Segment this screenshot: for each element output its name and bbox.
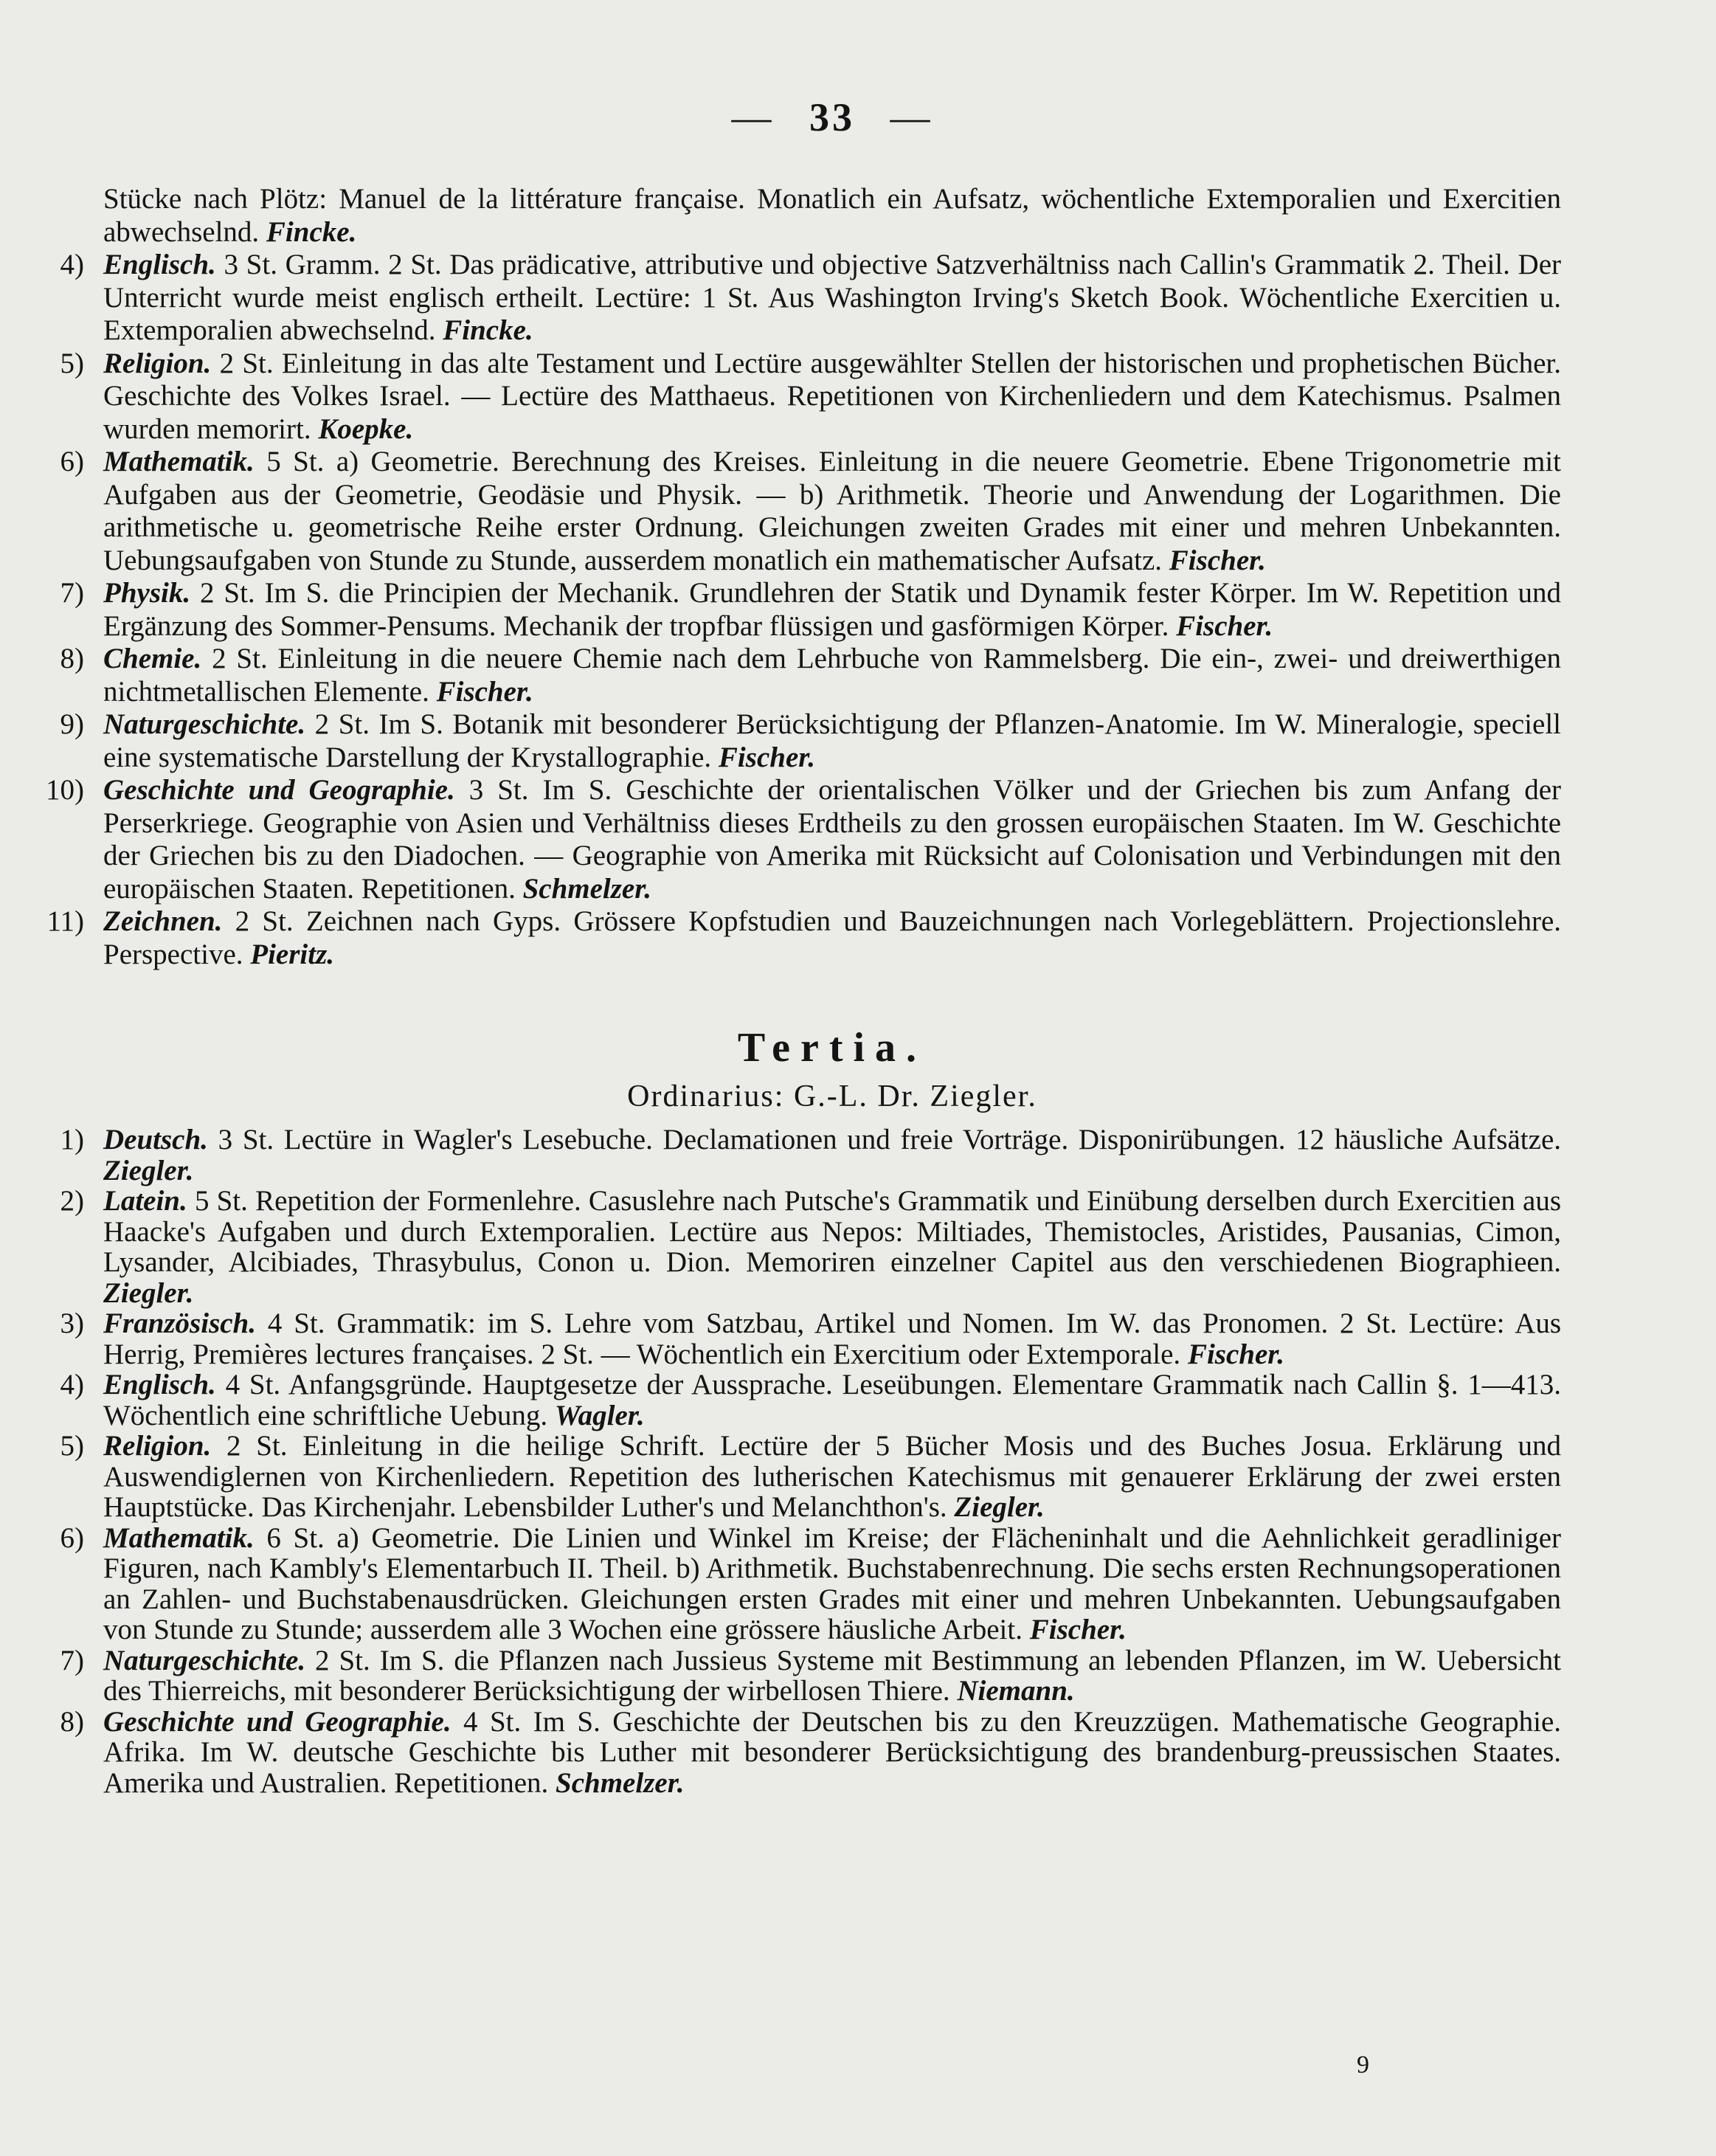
teacher-name: Fischer. xyxy=(1169,544,1266,576)
entry-text: 4 St. Im S. Geschichte der Deutschen bis zu den Kreuzzügen. Mathematische Geographie. Afrika. Im W. deutsche Geschichte bis Luther mit besonderer Berücksichtigung des brandenburg-preussischen Staates. Amerika und Australien. Repetitionen. xyxy=(103,1705,1562,1799)
entry-text: 3 St. Im S. Geschichte der orientalischen Völker und der Griechen bis zum Anfang der Perserkriege. Geographie von Asien und Verhältniss dieses Erdtheils zu den grossen europäischen Staaten. Im W. Geschichte der Griechen bis zu den Diadochen. — Geographie von Amerika mit Rücksicht auf Colonisation und Verbindungen mit den europäischen Staaten. Repetitionen. xyxy=(103,774,1562,905)
entry-englisch xyxy=(60,249,1562,348)
teacher-name: Ziegler. xyxy=(103,1154,194,1186)
teacher-name: Schmelzer. xyxy=(522,872,652,905)
page-header xyxy=(103,94,1561,140)
teacher-name: Pieritz. xyxy=(250,938,335,970)
entry-subject: Englisch. xyxy=(103,249,216,280)
entry-deutsch xyxy=(60,1124,1561,1186)
ordinarius-line: Ordinarius: G.-L. Dr. Ziegler. xyxy=(627,1079,1037,1113)
entry-englisch-tertia xyxy=(60,1369,1562,1431)
entry-naturgeschichte-tertia xyxy=(60,1644,1561,1707)
entry-physik xyxy=(60,577,1562,643)
entry-mathematik xyxy=(60,446,1561,577)
entry-text: 5 St. Repetition der Formenlehre. Casuslehre nach Putsche's Grammatik und Einübung derselben durch Exercitien aus Haacke's Aufgaben und durch Extemporalien. Lectüre aus Nepos: Miltiades, Themistocles, Aristides, Pausanias, Cimon, Lysander, Alcibiades, Thrasybulus, Conon u. Dion. Memoriren einzelner Capitel aus den verschiedenen Biographieen. xyxy=(103,1185,1561,1278)
teacher-name: Wagler. xyxy=(554,1399,645,1431)
entry-religion xyxy=(60,347,1561,446)
entry-number: 10) xyxy=(46,774,84,806)
entry-latein xyxy=(60,1185,1561,1309)
teacher-name: Schmelzer. xyxy=(556,1766,685,1799)
teacher-name: Fischer. xyxy=(718,741,816,773)
tertia-entries xyxy=(60,1124,1562,1799)
section-title-tertia: Tertia. xyxy=(737,1025,927,1071)
entry-franzoesisch xyxy=(60,1307,1562,1370)
entry-geschichte-geographie xyxy=(46,774,1562,905)
entry-number: 5) xyxy=(60,1430,84,1462)
secunda-entries xyxy=(46,249,1562,971)
continuation-paragraph xyxy=(103,183,1561,249)
entry-number: 9) xyxy=(60,708,84,740)
entry-geschichte-geographie-tertia xyxy=(60,1705,1562,1799)
entry-religion-tertia xyxy=(60,1430,1561,1523)
entry-subject: Geschichte und Geographie. xyxy=(103,1705,452,1738)
entry-number: 8) xyxy=(60,643,84,674)
entry-naturgeschichte xyxy=(60,708,1561,774)
entry-number: 3) xyxy=(60,1307,84,1339)
entry-number: 5) xyxy=(60,347,84,379)
footer-signature-number: 9 xyxy=(1357,2051,1369,2079)
entry-number: 4) xyxy=(60,249,84,280)
entry-subject: Religion. xyxy=(103,347,212,379)
teacher-name: Fischer. xyxy=(436,675,533,708)
entry-subject: Chemie. xyxy=(103,643,202,674)
header-dash-right: — xyxy=(890,95,933,139)
teacher-name: Fischer. xyxy=(1029,1614,1127,1645)
entry-subject: Mathematik. xyxy=(103,446,255,477)
teacher-name: Koepke. xyxy=(318,412,414,445)
teacher-name: Fincke. xyxy=(266,215,357,248)
teacher-name: Fincke. xyxy=(443,314,533,346)
teacher-name: Ziegler. xyxy=(103,1276,194,1309)
entry-number: 7) xyxy=(60,1644,84,1676)
entry-number: 11) xyxy=(46,905,84,937)
entry-number: 7) xyxy=(60,577,84,609)
entry-text: 2 St. Einleitung in die heilige Schrift. Lectüre der 5 Bücher Mosis und des Buches Josua. Erklärung und Auswendiglernen von Kirchenliedern. Repetition des lutherischen Katechismus mit genauerer Erklärung der zwei ersten Hauptstücke. Das Kirchenjahr. Lebensbilder Luther's und Melanchthon's. xyxy=(103,1430,1561,1523)
teacher-name: Fischer. xyxy=(1187,1338,1285,1370)
entry-number: 2) xyxy=(60,1185,84,1217)
teacher-name: Ziegler. xyxy=(954,1491,1045,1523)
entry-text: 6 St. a) Geometrie. Die Linien und Winkel im Kreise; der Flächeninhalt und die Aehnlichkeit geradliniger Figuren, nach Kambly's Elementarbuch II. Theil. b) Arithmetik. Buchstabenrechnung. Die sechs ersten Rechnungsoperationen an Zahlen- und Buchstabenausdrücken. Gleichungen ersten Grades mit einer und mehren Unbekannten. Uebungsaufgaben von Stunde zu Stunde; ausserdem alle 3 Wochen eine grössere häusliche Arbeit. xyxy=(103,1521,1561,1645)
entry-text: 2 St. Einleitung in die neuere Chemie nach dem Lehrbuche von Rammelsberg. Die ein-, zwei- und dreiwerthigen nichtmetallischen Elemente. xyxy=(103,643,1561,708)
entry-subject: Naturgeschichte. xyxy=(103,1644,306,1676)
entry-number: 4) xyxy=(60,1369,84,1400)
entry-subject: Zeichnen. xyxy=(103,905,223,937)
entry-text: 3 St. Lectüre in Wagler's Lesebuche. Declamationen und freie Vorträge. Disponirübungen. 12 häusliche Aufsätze. xyxy=(218,1124,1561,1155)
entry-chemie xyxy=(60,643,1561,708)
entry-number: 1) xyxy=(60,1124,84,1155)
entry-subject: Französisch. xyxy=(103,1307,256,1339)
teacher-name: Niemann. xyxy=(957,1675,1075,1707)
entry-text: 2 St. Einleitung in das alte Testament und Lectüre ausgewählter Stellen der historischen und prophetischen Bücher. Geschichte des Volkes Israel. — Lectüre des Matthaeus. Repetitionen von Kirchenliedern und dem Katechismus. Psalmen wurden memorirt. xyxy=(103,347,1561,445)
entry-subject: Naturgeschichte. xyxy=(103,708,306,740)
entry-text: 4 St. Anfangsgründe. Hauptgesetze der Aussprache. Leseübungen. Elementare Grammatik nach Callin §. 1—413. Wöchentlich eine schriftliche Uebung. xyxy=(103,1369,1562,1431)
page-number: 33 xyxy=(809,95,855,139)
entry-subject: Religion. xyxy=(103,1430,212,1462)
teacher-name: Fischer. xyxy=(1176,609,1273,642)
entry-text: 5 St. a) Geometrie. Berechnung des Kreises. Einleitung in die neuere Geometrie. Ebene Trigonometrie mit Aufgaben aus der Geometrie, Geodäsie und Physik. — b) Arithmetik. Theorie und Anwendung der Logarithmen. Die arithmetische u. geometrische Reihe erster Ordnung. Gleichungen zweiten Grades mit einer und mehren Unbekannten. Uebungsaufgaben von Stunde zu Stunde, ausserdem monatlich ein mathematischer Aufsatz. xyxy=(103,446,1561,576)
entry-number: 6) xyxy=(60,1521,84,1554)
entry-text: 2 St. Zeichnen nach Gyps. Grössere Kopfstudien und Bauzeichnungen nach Vorlegeblättern. Projectionslehre. Perspective. xyxy=(103,905,1562,970)
entry-number: 8) xyxy=(60,1705,84,1738)
entry-subject: Englisch. xyxy=(103,1369,216,1400)
header-dash-left: — xyxy=(731,95,775,139)
entry-text: 2 St. Im S. die Pflanzen nach Jussieus Systeme mit Bestimmung an lebenden Pflanzen, im W. Uebersicht des Thierreichs, mit besonderer Berücksichtigung der wirbellosen Thiere. xyxy=(103,1644,1561,1707)
entry-text: 2 St. Im S. Botanik mit besonderer Berücksichtigung der Pflanzen-Anatomie. Im W. Mineralogie, speciell eine systematische Darstellung der Krystallographie. xyxy=(103,708,1561,773)
entry-subject: Deutsch. xyxy=(103,1124,208,1155)
entry-mathematik-tertia xyxy=(60,1521,1561,1645)
entry-text: 3 St. Gramm. 2 St. Das prädicative, attributive und objective Satzverhältniss nach Callin's Grammatik 2. Theil. Der Unterricht wurde meist englisch ertheilt. Lectüre: 1 St. Aus Washington Irving's Sketch Book. Wöchentliche Exercitien u. Extemporalien abwechselnd. xyxy=(103,249,1562,346)
continuation-text: Stücke nach Plötz: Manuel de la littérature française. Monatlich ein Aufsatz, wöchentliche Extemporalien und Exercitien abwechselnd. xyxy=(103,183,1561,248)
entry-subject: Geschichte und Geographie. xyxy=(103,774,455,806)
entry-text: 4 St. Grammatik: im S. Lehre vom Satzbau, Artikel und Nomen. Im W. das Pronomen. 2 St. Lectüre: Aus Herrig, Premières lectures françaises. 2 St. — Wöchentlich ein Exercitium oder Extemporale. xyxy=(103,1307,1562,1370)
entry-number: 6) xyxy=(60,446,84,477)
entry-text: 2 St. Im S. die Principien der Mechanik. Grundlehren der Statik und Dynamik fester Körper. Im W. Repetition und Ergänzung des Sommer-Pensums. Mechanik der tropfbar flüssigen und gasförmigen Körper. xyxy=(103,577,1562,642)
entry-subject: Physik. xyxy=(103,577,191,609)
entry-subject: Mathematik. xyxy=(103,1521,255,1554)
entry-zeichnen xyxy=(46,905,1562,971)
entry-subject: Latein. xyxy=(103,1185,187,1217)
